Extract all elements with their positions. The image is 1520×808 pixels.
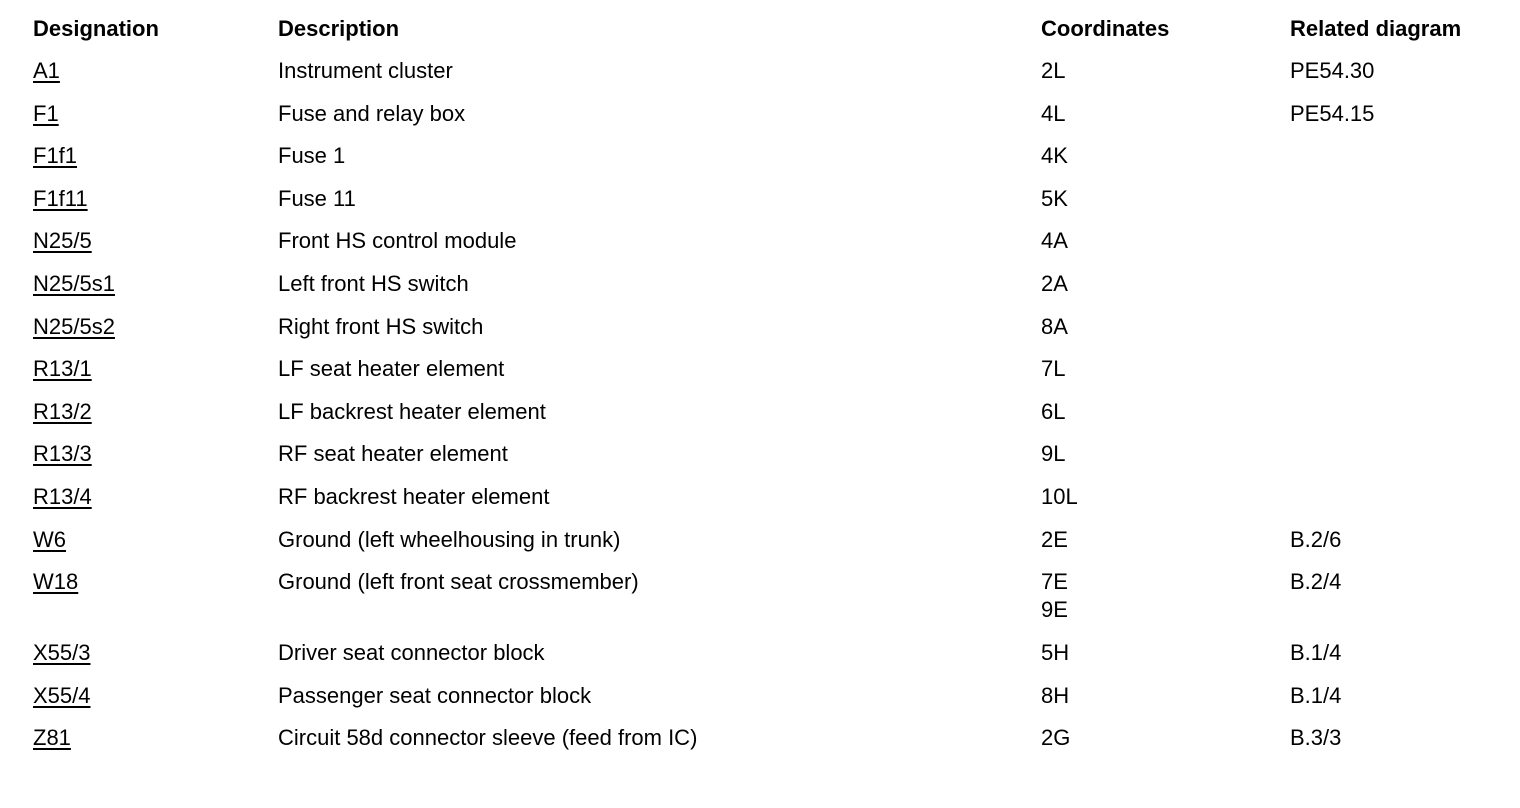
designation-link-n25-5s2[interactable]: N25/5s2 xyxy=(33,313,115,339)
coordinates-cell xyxy=(1041,355,1290,398)
designation-link-a1[interactable]: A1 xyxy=(33,58,60,83)
description-cell: Fuse 1 xyxy=(278,143,346,169)
designation-link-r13-3[interactable]: R13/3 xyxy=(33,441,92,467)
related-diagram-cell: PE54.30 xyxy=(1290,58,1375,83)
table-row xyxy=(0,270,1520,313)
designation-link-r13-4[interactable]: R13/4 xyxy=(33,483,92,509)
coordinates-cell xyxy=(1041,398,1290,441)
table-row xyxy=(0,440,1520,483)
description-cell: Ground (left front seat crossmember) xyxy=(278,569,639,595)
coordinates-cell xyxy=(1041,483,1290,526)
description-cell: LF seat heater element xyxy=(278,356,505,382)
table-row xyxy=(0,57,1520,100)
header-coordinates: Coordinates xyxy=(1041,16,1170,41)
designation-link-x55-3[interactable]: X55/3 xyxy=(33,640,91,666)
coordinate-value: 4K xyxy=(1041,143,1068,169)
related-diagram-cell: B.2/4 xyxy=(1290,569,1342,595)
description-cell: Ground (left wheelhousing in trunk) xyxy=(278,526,621,552)
description-cell: Fuse and relay box xyxy=(278,100,466,126)
related-diagram-cell: B.2/6 xyxy=(1290,526,1342,552)
related-diagram-cell xyxy=(1290,185,1520,228)
coordinates-cell xyxy=(1041,57,1290,100)
coordinate-value: 2L xyxy=(1041,58,1066,83)
designation-link-w6[interactable]: W6 xyxy=(33,526,66,552)
coordinate-value: 8H xyxy=(1041,682,1070,708)
designation-link-f1f11[interactable]: F1f11 xyxy=(33,185,88,211)
related-diagram-cell xyxy=(1290,142,1520,185)
coordinate-value: 4A xyxy=(1041,228,1068,254)
coordinates-cell xyxy=(1041,724,1290,767)
designation-link-z81[interactable]: Z81 xyxy=(33,725,71,751)
related-diagram-cell xyxy=(1290,227,1520,270)
header-related-diagram: Related diagram xyxy=(1290,16,1462,41)
related-diagram-cell: B.1/4 xyxy=(1290,682,1342,708)
description-cell: Circuit 58d connector sleeve (feed from IC) xyxy=(278,725,698,751)
coordinate-value: 9L xyxy=(1041,441,1066,467)
designation-link-r13-1[interactable]: R13/1 xyxy=(33,356,92,382)
coordinate-value: 5K xyxy=(1041,185,1068,211)
table-row xyxy=(0,526,1520,569)
table-row xyxy=(0,568,1520,639)
header-description: Description xyxy=(278,16,400,41)
table-row xyxy=(0,483,1520,526)
designation-link-n25-5s1[interactable]: N25/5s1 xyxy=(33,270,115,296)
description-cell: Driver seat connector block xyxy=(278,640,545,666)
related-diagram-cell: B.3/3 xyxy=(1290,725,1342,751)
coordinate-value: 7L xyxy=(1041,356,1066,382)
related-diagram-cell xyxy=(1290,313,1520,356)
table-row xyxy=(0,398,1520,441)
table-row xyxy=(0,682,1520,725)
coordinate-value: 8A xyxy=(1041,313,1068,339)
table-row xyxy=(0,142,1520,185)
coordinates-cell xyxy=(1041,227,1290,270)
coordinates-cell xyxy=(1041,568,1290,639)
coordinate-value: 6L xyxy=(1041,398,1066,424)
coordinates-cell xyxy=(1041,526,1290,569)
coordinate-value: 2G xyxy=(1041,725,1071,751)
related-diagram-cell xyxy=(1290,270,1520,313)
description-cell: Right front HS switch xyxy=(278,313,484,339)
description-cell: Left front HS switch xyxy=(278,270,469,296)
designation-link-n25-5[interactable]: N25/5 xyxy=(33,228,92,254)
table-row xyxy=(0,100,1520,143)
coordinates-cell xyxy=(1041,682,1290,725)
description-cell: Front HS control module xyxy=(278,228,517,254)
coordinates-cell xyxy=(1041,440,1290,483)
designation-link-r13-2[interactable]: R13/2 xyxy=(33,398,92,424)
table-row xyxy=(0,639,1520,682)
designation-link-w18[interactable]: W18 xyxy=(33,569,79,595)
header-row xyxy=(0,0,1520,57)
header-designation: Designation xyxy=(33,16,159,41)
coordinate-value: 9E xyxy=(1041,596,1068,622)
coordinate-value: 5H xyxy=(1041,640,1070,666)
related-diagram-cell: PE54.15 xyxy=(1290,100,1375,126)
description-cell: RF seat heater element xyxy=(278,441,508,467)
description-cell: LF backrest heater element xyxy=(278,398,546,424)
description-cell: Fuse 11 xyxy=(278,185,356,211)
related-diagram-cell xyxy=(1290,355,1520,398)
designation-link-f1[interactable]: F1 xyxy=(33,100,59,126)
coordinate-value: 2E xyxy=(1041,526,1068,552)
table-row xyxy=(0,185,1520,228)
related-diagram-cell xyxy=(1290,398,1520,441)
coordinate-value: 10L xyxy=(1041,483,1078,509)
coordinates-cell xyxy=(1041,100,1290,143)
description-cell: RF backrest heater element xyxy=(278,483,550,509)
related-diagram-cell xyxy=(1290,483,1520,526)
related-diagram-cell: B.1/4 xyxy=(1290,640,1342,666)
description-cell: Passenger seat connector block xyxy=(278,682,592,708)
description-cell: Instrument cluster xyxy=(278,58,453,83)
coordinates-cell xyxy=(1041,142,1290,185)
table-row xyxy=(0,313,1520,356)
coordinate-value: 4L xyxy=(1041,100,1066,126)
related-diagram-cell xyxy=(1290,440,1520,483)
designation-link-x55-4[interactable]: X55/4 xyxy=(33,682,91,708)
coordinates-cell xyxy=(1041,313,1290,356)
coordinates-cell xyxy=(1041,185,1290,228)
table-row xyxy=(0,227,1520,270)
table-row xyxy=(0,355,1520,398)
coordinates-cell xyxy=(1041,639,1290,682)
table-row xyxy=(0,724,1520,767)
coordinates-cell xyxy=(1041,270,1290,313)
coordinate-value: 7E xyxy=(1041,569,1068,595)
coordinate-value: 2A xyxy=(1041,270,1068,296)
designation-link-f1f1[interactable]: F1f1 xyxy=(33,143,78,169)
